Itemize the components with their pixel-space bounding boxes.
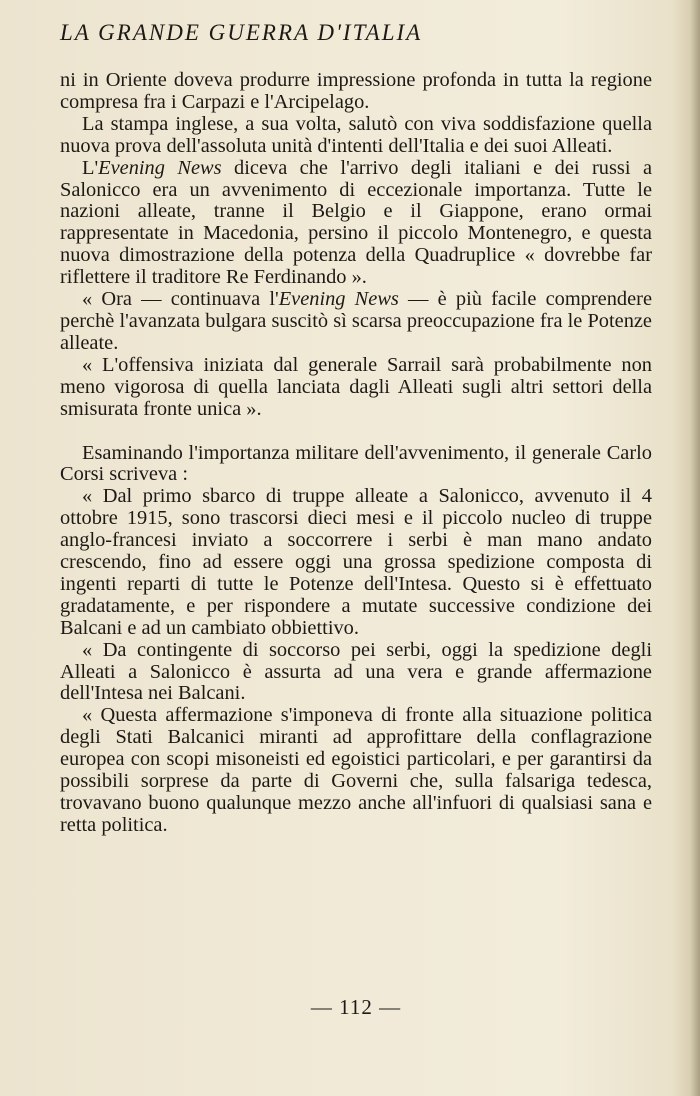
paragraph-4-lead: « Ora — continuava l' — [82, 288, 279, 311]
paragraph-8: « Da contingente di soccorso pei serbi, oggi la spedizione degli Alleati a Salonicco è assurta ad una vera e grande affermazione dell'Intesa nei Balcani. — [60, 638, 652, 705]
paragraph-3 — [60, 158, 652, 289]
paragraph-4-text: è più facile comprendere perchè l'avanzata bulgara suscitò sì scarsa preoccupazione fra le Potenze alleate. — [60, 288, 652, 354]
paragraph-1: ni in Oriente doveva produrre impressione profonda in tutta la regione compresa fra i Carpazi e l'Arcipelago. — [60, 69, 652, 113]
paragraph-4 — [60, 289, 652, 355]
paragraph-6: Esaminando l'importanza militare dell'avvenimento, il generale Carlo Corsi scriveva : — [60, 441, 652, 486]
page-number: — 112 — — [310, 995, 402, 1019]
newspaper-title: Evening News — [278, 288, 399, 311]
paragraph-5: « L'offensiva iniziata dal generale Sarrail sarà probabilmente non meno vigorosa di quella lanciata dagli Alleati sugli altri settori della smisurata fronte unica ». — [60, 353, 652, 420]
paragraph-4-dash: — — [398, 288, 438, 311]
book-page — [60, 0, 652, 1096]
paragraph-3-text: diceva che l'arrivo degli italiani e dei russi a Salonicco era un avvenimento di eccezionale importanza. Tutte le nazioni alleate, tranne il Belgio e il Giappone, erano ormai rappresentate in Macedonia, persino il piccolo Montenegro, e questa nuova dimostrazione della potenza della Quadruplice « dovrebbe far riflettere il traditore Re Ferdinando ». — [60, 156, 652, 289]
running-head: LA GRANDE GUERRA D'ITALIA — [60, 20, 423, 45]
body-text — [60, 70, 652, 837]
paragraph-9: « Questa affermazione s'imponeva di fronte alla situazione politica degli Stati Balcanici miranti ad approfittare della conflagrazione europea con scopi misoneisti ed egoistici particolari, e per garantirsi da possibili sorprese da parte di Governi che, sulla falsariga tedesca, trovavano buono qualunque mezzo anche all'infuori di qualsiasi sana e retta politica. — [60, 704, 652, 836]
paragraph-7: « Dal primo sbarco di truppe alleate a Salonicco, avvenuto il 4 ottobre 1915, sono trascorsi dieci mesi e il piccolo nucleo di truppe anglo-francesi inviato a soccorrere i serbi è man mano andato crescendo, fino ad essere oggi una grossa spedizione composta di ingenti reparti di tutte le Potenze dell'Intesa. Questo si è effettuato gradatamente, e per rispondere a mutate successive condizione dei Balcani e ad un cambiato obbiettivo. — [60, 485, 652, 639]
page-edge-shadow — [690, 0, 700, 1096]
paragraph-3-lead: L' — [82, 156, 99, 179]
paragraph-2: La stampa inglese, a sua volta, salutò con viva soddisfazione quella nuova prova dell'assoluta unità d'intenti dell'Italia e dei suoi Alleati. — [60, 112, 652, 157]
newspaper-title: Evening News — [98, 156, 222, 179]
